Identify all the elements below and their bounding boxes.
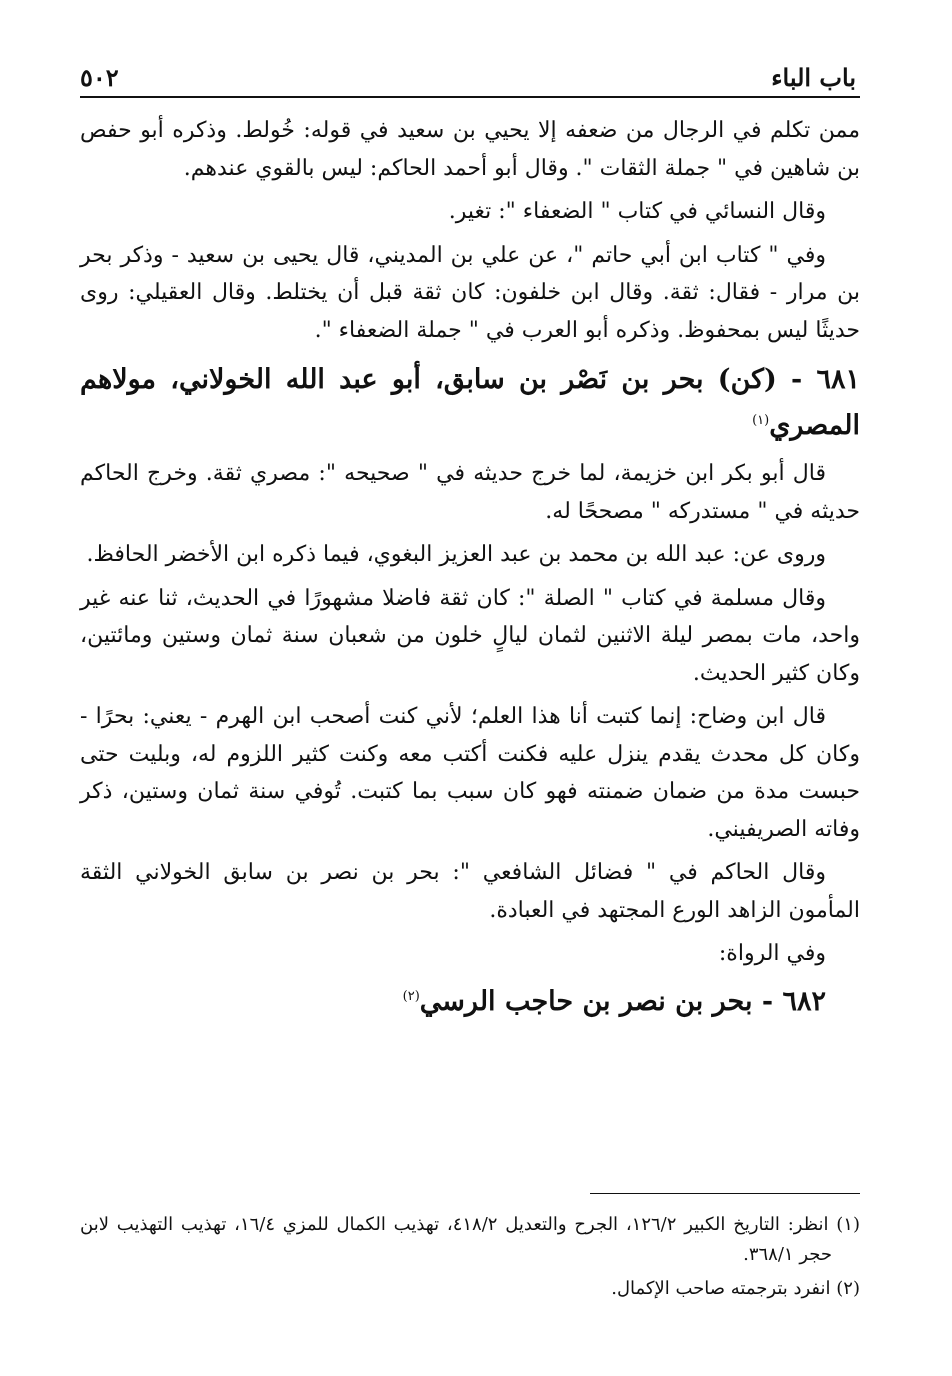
paragraph-8: وقال الحاكم في " فضائل الشافعي ": بحر بن نصر بن سابق الخولاني الثقة المأمون الزاهد الورع المجتهد في العبادة.: [80, 860, 860, 923]
page-header: [80, 58, 860, 98]
paragraph-2: وقال النسائي في كتاب " الضعفاء ": تغير.: [448, 199, 826, 224]
paragraph-3: وفي " كتاب ابن أبي حاتم "، عن علي بن المديني، قال يحيى بن سعيد - وذكر بحر بن مرار - فقال: ثقة. وقال ابن خلفون: كان ثقة قبل أن يختلط. وقال العقيلي: روى حديثًا ليس بمحفوظ. وذكره أبو العرب في " جملة الضعفاء ".: [80, 242, 860, 343]
entry-681-heading: [80, 357, 860, 449]
paragraph-5: وروى عن: عبد الله بن محمد بن عبد العزيز البغوي، فيما ذكره ابن الأخضر الحافظ.: [86, 542, 826, 567]
paragraph-9: وفي الرواة:: [718, 941, 826, 966]
page-number: ٥٠٢: [80, 63, 119, 92]
entry-682-title: ٦٨٢ - بحر بن نصر بن حاجب الرسي: [419, 985, 826, 1017]
chapter-title: باب الباء: [771, 63, 856, 92]
entry-681-title: ٦٨١ - (كن) بحر بن نَصْر بن سابق، أبو عبد الله الخولاني، مولاهم المصري: [80, 364, 860, 441]
footnote-ref-2: (٢): [402, 988, 420, 1004]
footnotes: [80, 1210, 860, 1308]
footnote-ref-1: (١): [752, 413, 770, 428]
paragraph-6: وقال مسلمة في كتاب " الصلة ": كان ثقة فاضلا مشهورًا في الحديث، ثنا عنه غير واحد، مات بمصر ليلة الاثنين لثمان ليالٍ خلون من شعبان سنة ثمان وستين ومائتين، وكان كثير الحديث.: [80, 585, 860, 686]
paragraph-1: ممن تكلم في الرجال من ضعفه إلا يحيي بن سعيد في قوله: خُولط. وذكره أبو حفص بن شاهين في " جملة الثقات ". وقال أبو أحمد الحاكم: ليس بالقوي عندهم.: [80, 118, 861, 181]
paragraph-4: قال أبو بكر ابن خزيمة، لما خرج حديثه في " صحيحه ": مصري ثقة. وخرج الحاكم حديثه في " مستدركه " مصححًا له.: [80, 461, 860, 524]
entry-682-heading: [80, 979, 860, 1025]
paragraph-7: قال ابن وضاح: إنما كتبت أنا هذا العلم؛ لأني كنت أصحب ابن الهرم - يعني: بحرًا - وكان كل محدث يقدم ينزل عليه فكنت أكتب معه وكنت كثير اللزوم له، وبليت حتى حبست مدة من ضمان ضمنته فهو كان سبب بما كتبت. تُوفي سنة ثمان وستين، ذكر وفاته الصريفيني.: [80, 704, 860, 842]
footnote-2: (٢) انفرد بترجمته صاحب الإكمال.: [611, 1278, 860, 1299]
main-text: [80, 112, 860, 1025]
footnote-1: (١) انظر: التاريخ الكبير ١٢٦/٢، الجرح والتعديل ٤١٨/٢، تهذيب الكمال للمزي ١٦/٤، تهذيب التهذيب لابن حجر ٣٦٨/١.: [80, 1214, 860, 1265]
footnote-divider: [590, 1193, 860, 1194]
